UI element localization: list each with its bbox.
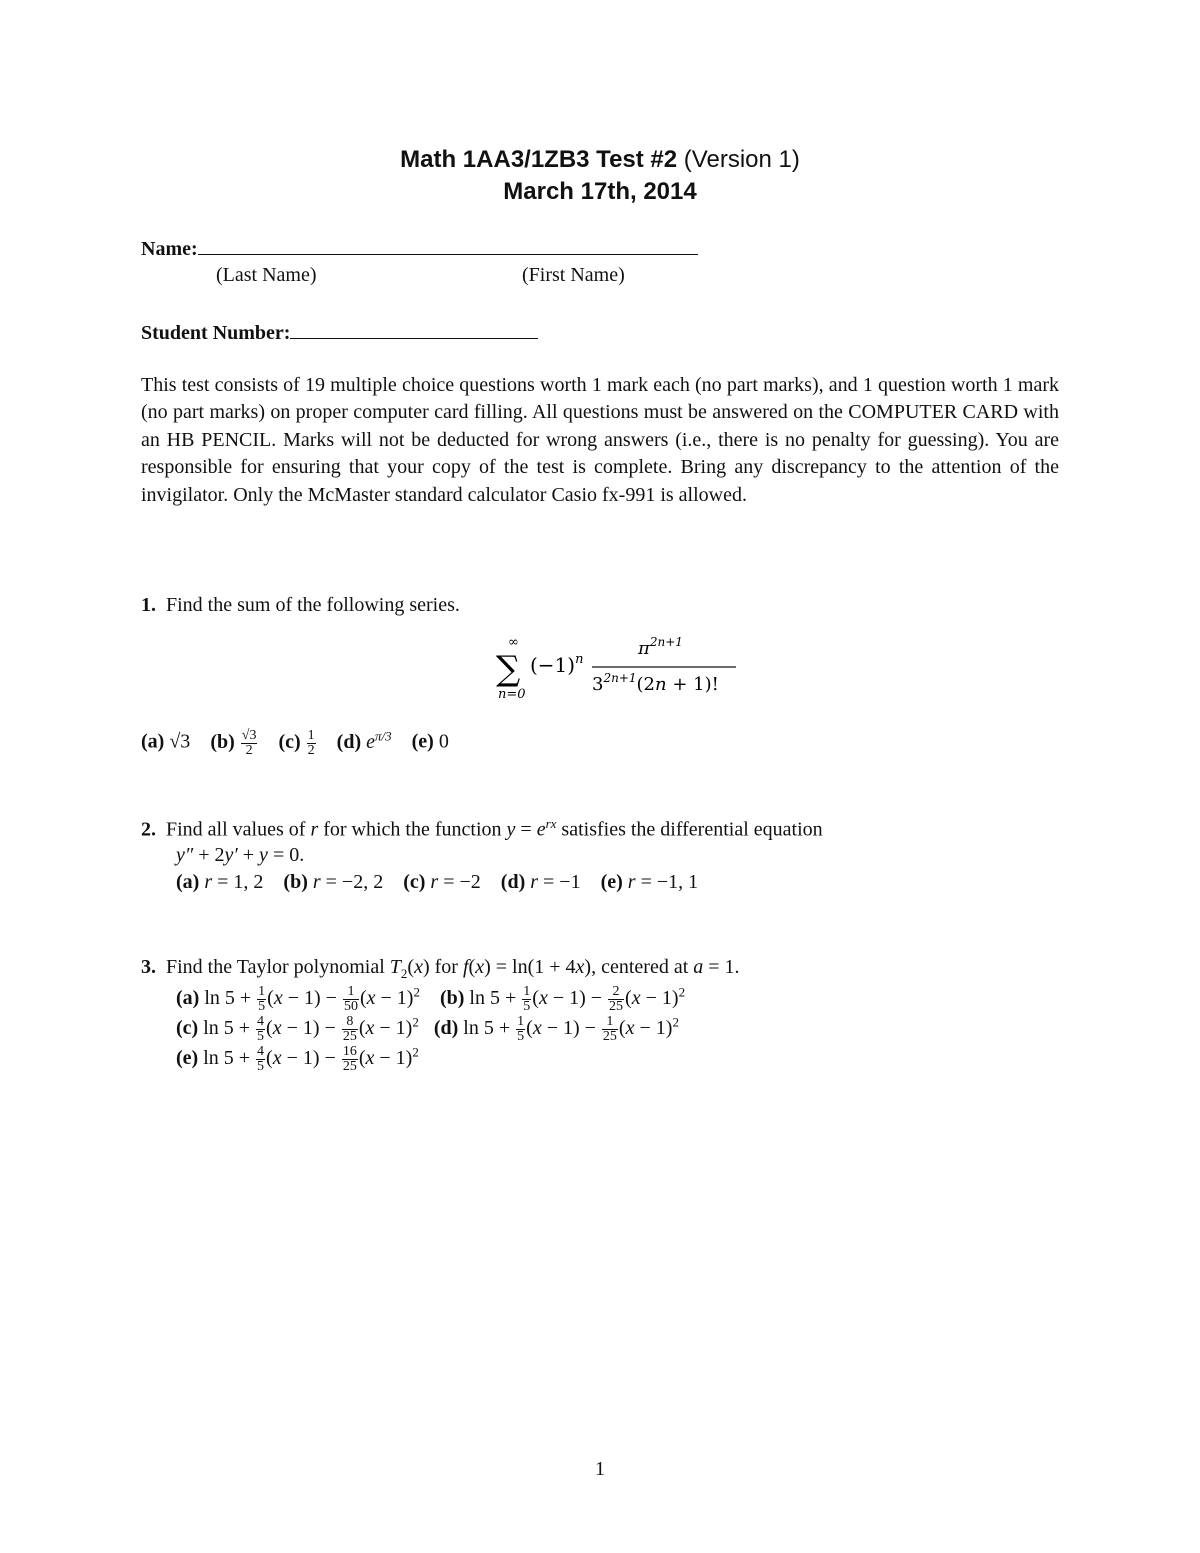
question-3-number: 3.: [141, 956, 156, 978]
question-3: 3. Find the Taylor polynomial $T_2(x)$ for f(x) = ln(1 + 4x), centered at a = 1.: [141, 956, 740, 981]
name-label: Name:: [141, 238, 198, 260]
question-2-options: [176, 871, 698, 894]
page-number: 1: [595, 1458, 605, 1480]
q1-option-d[interactable]: (d) $e^{\pi/3}$: [336, 728, 392, 753]
question-2: 2. Find all values of r for which the function $y = e^{rx}$ satisfies the differential equation: [141, 816, 823, 841]
first-name-label: (First Name): [522, 264, 625, 286]
student-number-row: [141, 320, 538, 345]
q3-option-c[interactable]: (c) ln 5 + $\frac{4}{5}$ (x − 1) − $\frac{8}{25}$ $(x - 1)^2$: [176, 1013, 419, 1044]
exam-date: March 17th, 2014: [503, 178, 697, 205]
question-2-number: 2.: [141, 818, 156, 841]
question-1-text: Find the sum of the following series.: [166, 594, 460, 616]
q2-option-d[interactable]: (d) r = −1: [500, 871, 581, 893]
denominator: $3^{2n+1}(2n + 1)$!: [592, 671, 719, 695]
question-2-equation: y″ + 2y′ + y = 0.: [176, 844, 305, 866]
title-main: Math 1AA3/1ZB3 Test #2: [400, 146, 678, 173]
question-3-options-row-2: [176, 1014, 679, 1044]
instructions: This test consists of 19 multiple choice questions worth 1 mark each (no part marks), and 1 question worth 1 mark (no part marks) on proper computer card filling. All questions must be answered on the COMPUTER CARD with an HB PENCIL. Marks will not be deducted for wrong answers (i.e., there is no penalty for guessing). You are responsible for ensuring that your copy of the test is complete. Bring any discrepancy to the attention of the invigilator. Only the McMaster standard calculator Casio fx-991 is allowed.: [141, 374, 1059, 506]
name-blank[interactable]: [198, 236, 698, 255]
q3-option-b[interactable]: (b) ln 5 + $\frac{1}{5}$ (x − 1) − $\frac{2}{25}$ $(x - 1)^2$: [439, 983, 686, 1014]
q2-option-c[interactable]: (c) r = −2: [403, 871, 481, 893]
question-1-number: 1.: [141, 594, 156, 616]
student-number-label: Student Number:: [141, 322, 291, 344]
sign-factor: $(-1)^n$: [530, 652, 584, 677]
question-1-options: [141, 728, 449, 758]
sum-symbol: ∑: [496, 649, 521, 689]
series-formula: [496, 630, 756, 710]
q3-option-d[interactable]: (d) ln 5 + $\frac{1}{5}$ (x − 1) − $\frac{1}{25}$ $(x - 1)^2$: [433, 1013, 679, 1044]
q1-option-a[interactable]: (a) √3: [141, 730, 191, 753]
question-3-options-row-1: [176, 984, 685, 1014]
question-1: [141, 594, 460, 617]
last-name-label: (Last Name): [216, 264, 317, 286]
question-3-options-row-3: [176, 1044, 419, 1074]
title-version: (Version 1): [683, 146, 800, 173]
q3-option-a[interactable]: (a) ln 5 + $\frac{1}{5}$ (x − 1) − $\frac{1}{50}$ $(x - 1)^2$: [176, 983, 420, 1014]
sum-upper-limit: ∞: [508, 635, 519, 650]
q3-option-e[interactable]: (e) ln 5 + $\frac{4}{5}$ (x − 1) − $\frac{16}{25}$ $(x - 1)^2$: [176, 1043, 419, 1074]
student-number-blank[interactable]: [290, 320, 538, 339]
exam-title: [0, 146, 1200, 174]
q2-option-a[interactable]: (a) r = 1, 2: [176, 871, 264, 893]
q1-option-c[interactable]: (c) $\frac{1}{2}$: [278, 727, 315, 758]
name-row: [141, 236, 698, 261]
sum-lower-limit: n=0: [498, 687, 526, 702]
numerator: $\pi^{2n+1}$: [638, 635, 683, 659]
q1-option-e[interactable]: (e) 0: [411, 730, 449, 753]
q2-option-b[interactable]: (b) r = −2, 2: [283, 871, 384, 893]
q1-option-b[interactable]: (b) $\frac{√3}{2}$: [210, 727, 257, 758]
q2-option-e[interactable]: (e) r = −1, 1: [600, 871, 699, 893]
